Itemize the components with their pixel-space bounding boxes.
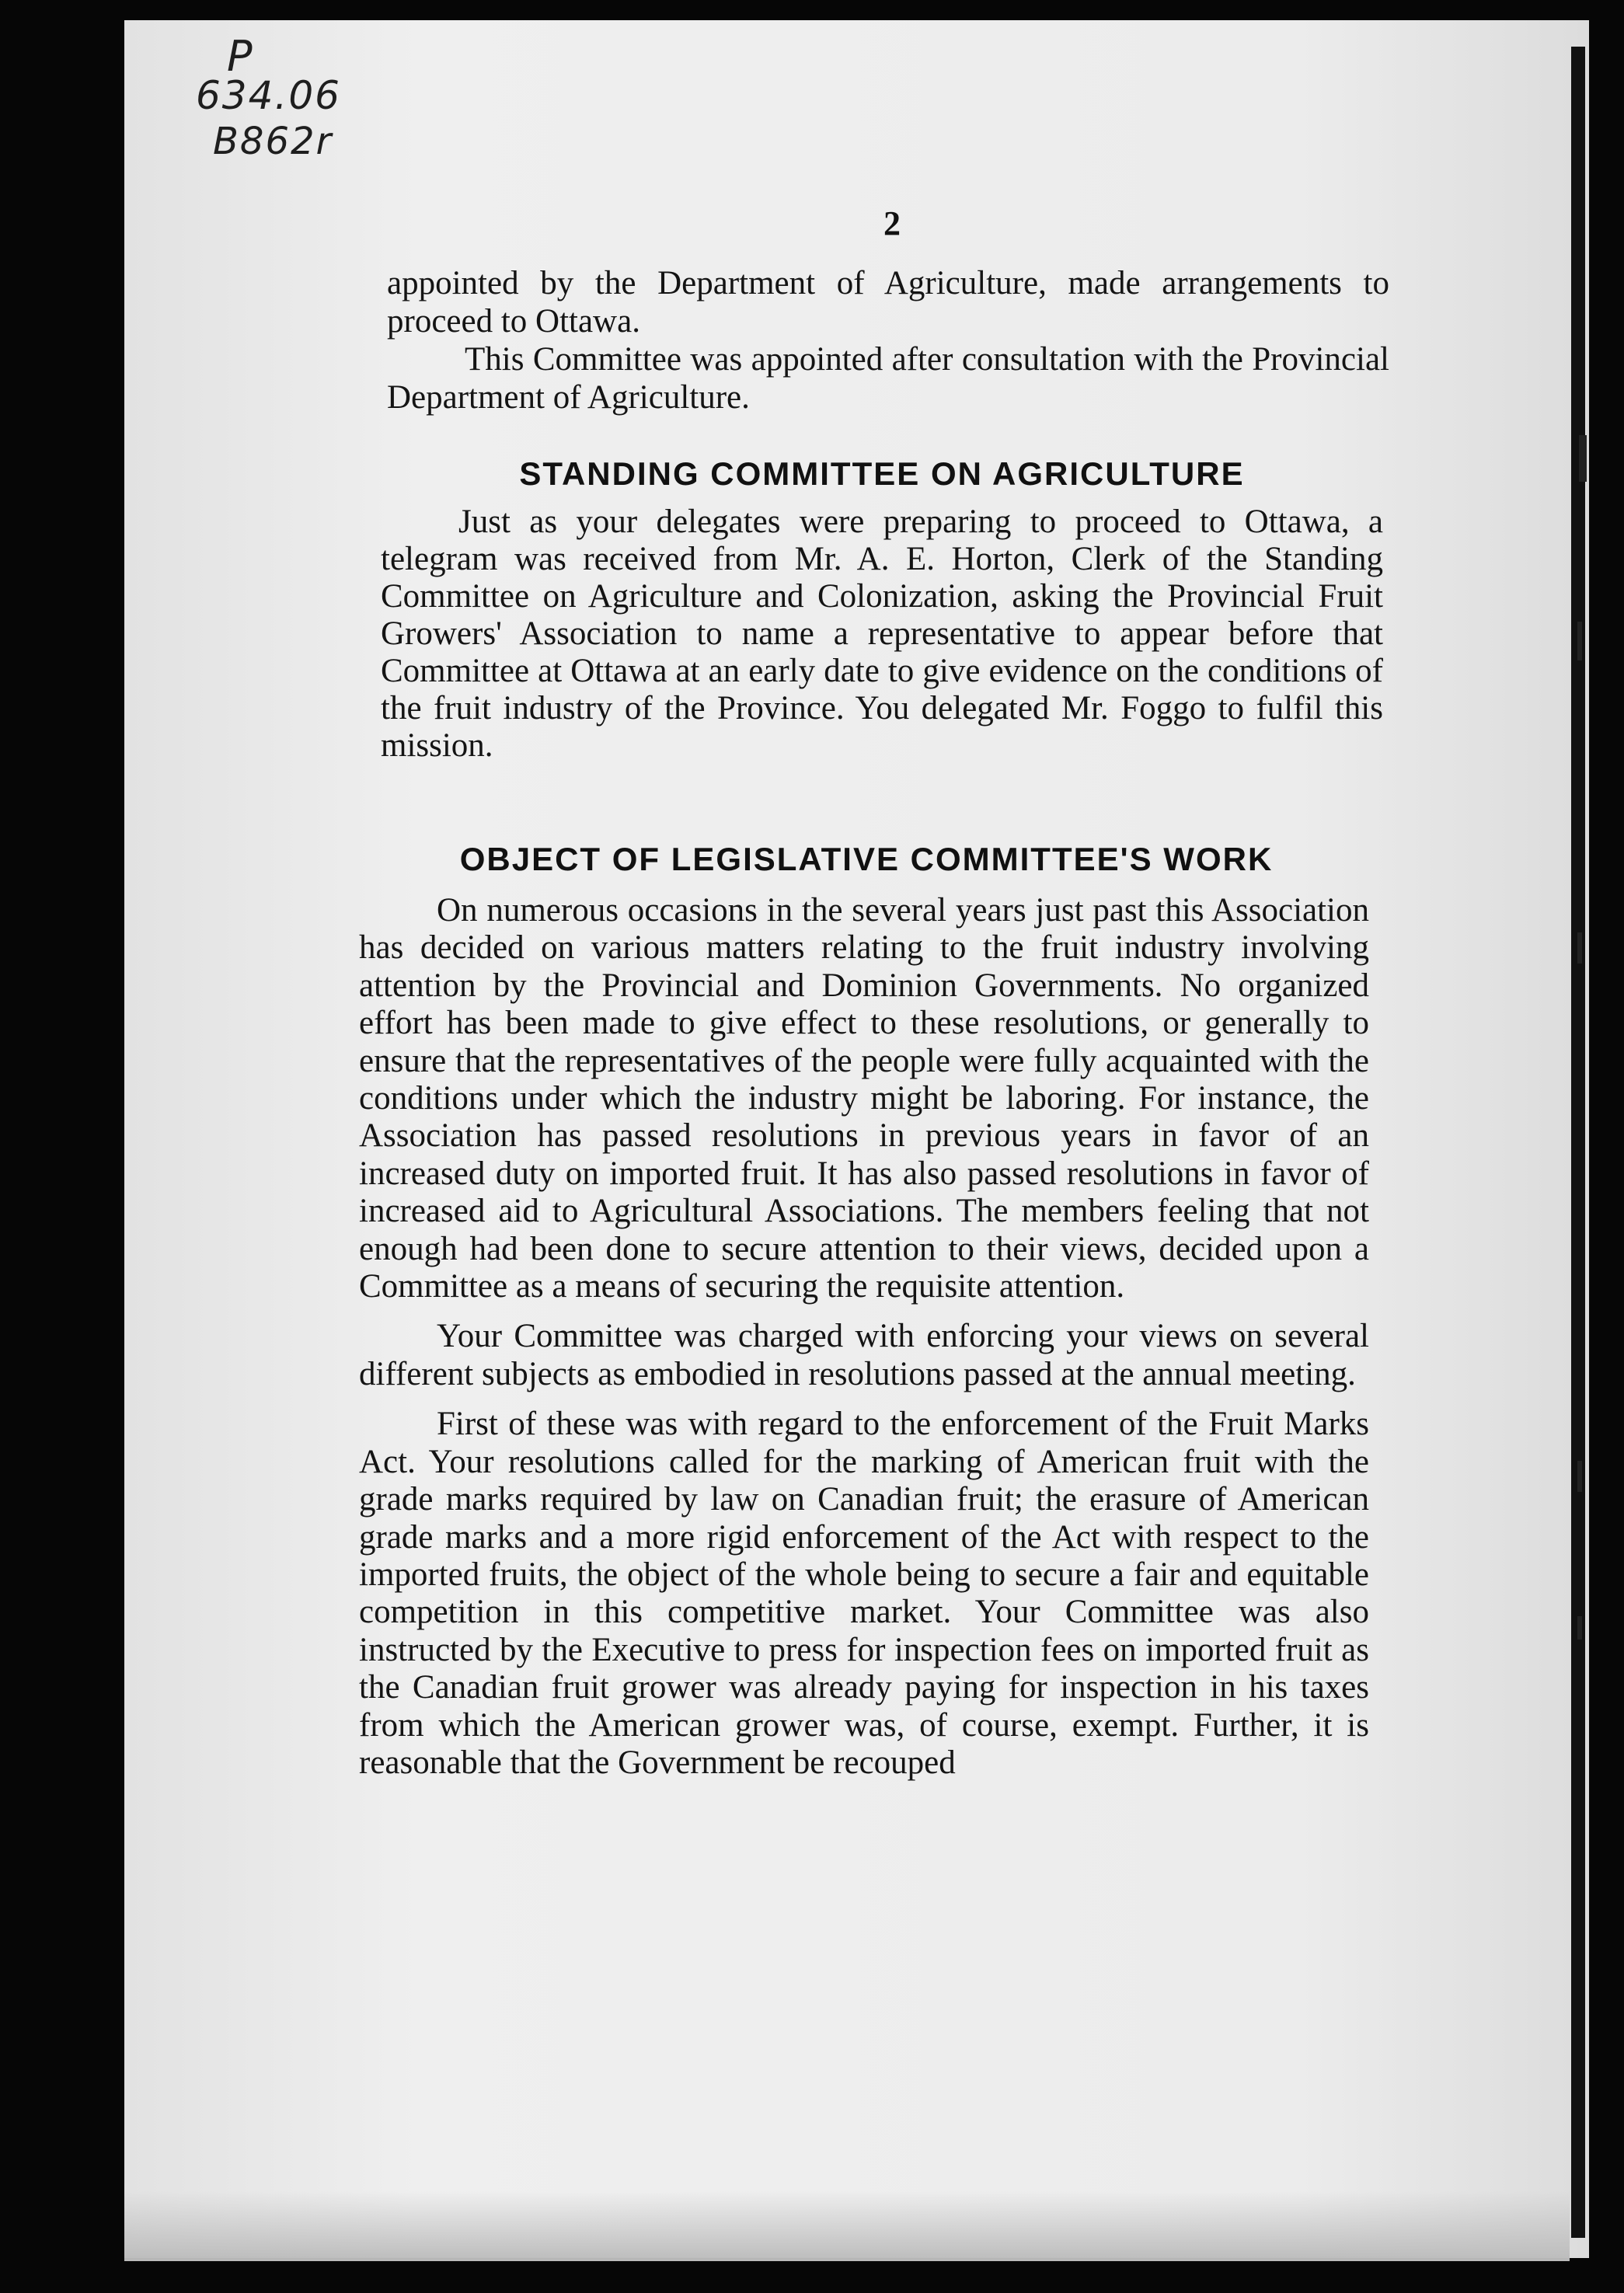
scan-mark [1577,1461,1582,1492]
scan-mark [1577,622,1582,660]
paragraph: This Committee was appointed after consultation with the Provincial Department of Agriculture. [387,341,1389,416]
paragraph: appointed by the Department of Agriculture, made arrangements to proceed to Ottawa. [387,265,1389,340]
paragraph: First of these was with regard to the enforcement of the Fruit Marks Act. Your resolutions called for the marking of American fruit with the grade marks required by law on Canadian fruit; the erasure of American grade marks and a more rigid enforcement of the Act with respect to the imported fruits, the object of the whole being to secure a fair and equitable competition in this competitive market. Your Committee was also instructed by the Executive to press for inspection fees on imported fruit as the Canadian fruit grower was already paying for inspection in his taxes from which the American grower was, of course, exempt. Further, it is reasonable that the Government be recouped [359,1406,1369,1781]
call-number-line1: P [227,32,254,81]
page-bottom-shade [124,2191,1570,2261]
section-heading-standing-committee: STANDING COMMITTEE ON AGRICULTURE [519,455,1245,492]
call-number-line3: B862r [213,120,333,163]
intro-paragraphs [387,264,1389,416]
scan-mark [1577,1616,1582,1640]
paragraph: Your Committee was charged with enforcing your views on several different subjects as embodied in resolutions passed at the annual meeting. [359,1318,1369,1392]
standing-committee-section [381,504,1383,765]
section-heading-object: OBJECT OF LEGISLATIVE COMMITTEE'S WORK [459,841,1274,877]
paragraph: On numerous occasions in the several years just past this Association has decided on various matters relating to the fruit industry involving attention by the Provincial and Dominion Governments. No organized effort has been made to give effect to these resolutions, or generally to ensure that the representatives of the people were fully acquainted with the conditions under which the industry might be laboring. For instance, the Association has passed resolutions in previous years in favor of an increased duty on imported fruit. It has also passed resolutions in favor of increased aid to Agricultural Associations. The members feeling that not enough had been done to secure attention to their views, decided upon a Committee as a means of securing the requisite attention. [359,892,1369,1305]
scan-mark [1579,435,1587,482]
page-number: 2 [883,204,901,242]
call-number-line2: 634.06 [196,73,341,118]
scan-mark [1577,932,1582,964]
page-edge-shadow [1571,47,1585,2238]
paragraph: Just as your delegates were preparing to proceed to Ottawa, a telegram was received from Mr. A. E. Horton, Clerk of the Standing Committee on Agriculture and Colonization, asking the Provincial Fruit Growers' Association to name a representative to appear before that Committee at Ottawa at an early date to give evidence on the conditions of the fruit industry of the Province. You delegated Mr. Foggo to fulfil this mission. [381,504,1383,764]
object-section [359,892,1369,1782]
